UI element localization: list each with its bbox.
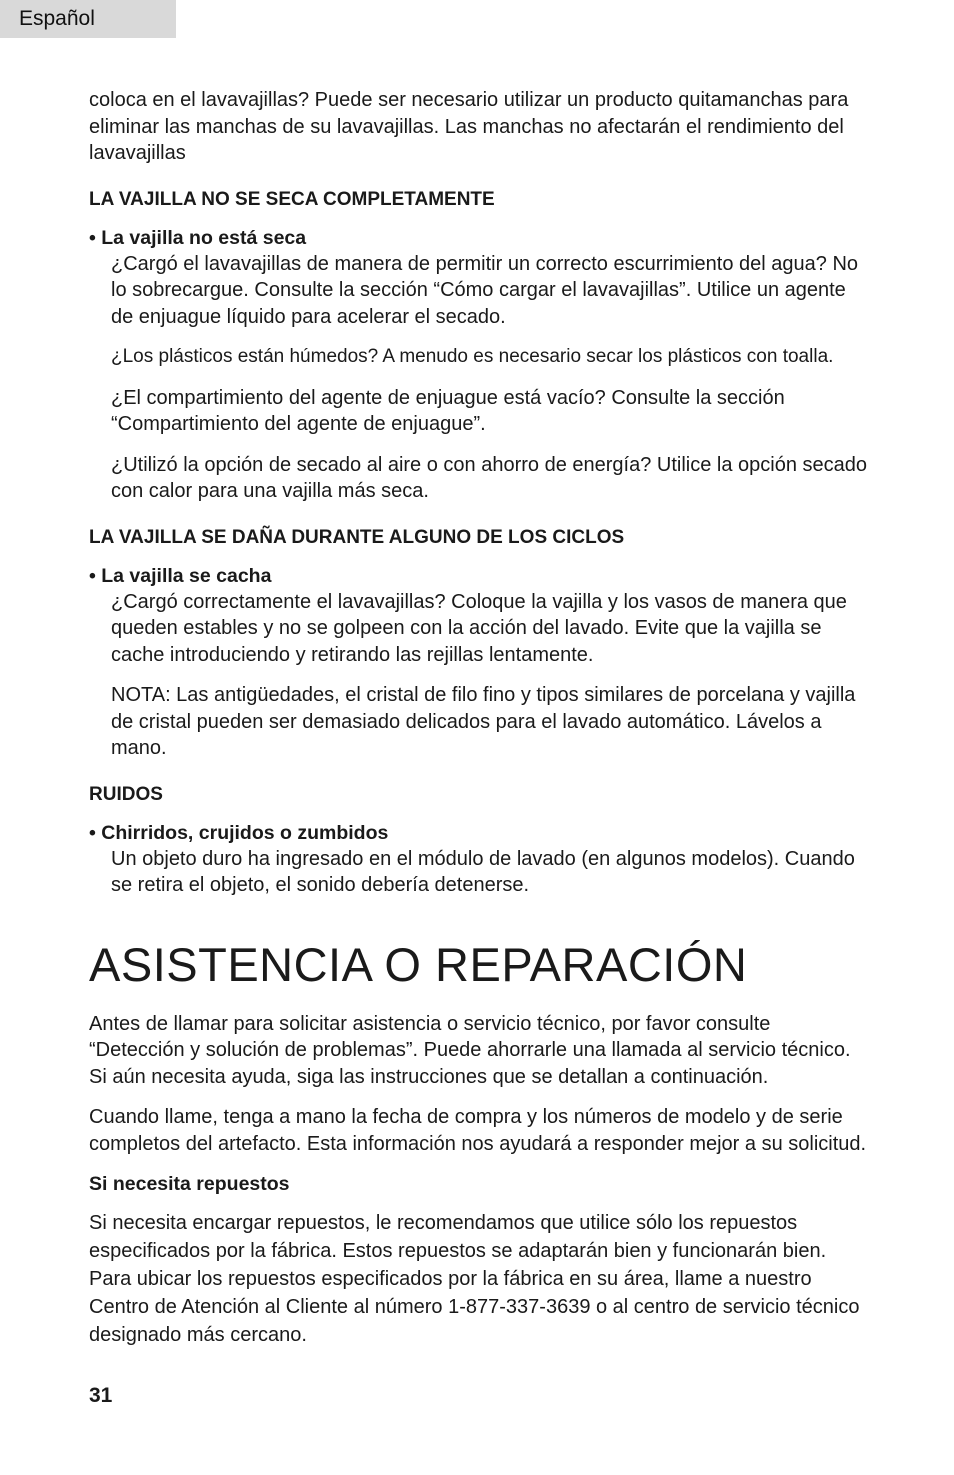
dry-paragraph-1: ¿Cargó el lavavajillas de manera de permitir un correcto escurrimiento del agua? No lo sobrecargue. Consulte la sección “Cómo cargar el lavavajillas”. Utilice un agente de enjuague líquido para acelerar el secado. (111, 252, 859, 328)
dry-paragraph-4: ¿Utilizó la opción de secado al aire o con ahorro de energía? Utilice la opción secado con calor para una vajilla más seca. (111, 453, 868, 502)
assistance-title: ASISTENCIA O REPARACIÓN (89, 937, 748, 991)
intro-continuation: coloca en el lavavajillas? Puede ser necesario utilizar un producto quitamanchas para eliminar las manchas de su lavavajillas. Las manchas no afectarán el rendimiento del lavavajillas (89, 89, 849, 164)
parts-subheading: Si necesita repuestos (89, 1173, 290, 1195)
dry-paragraph-2: ¿Los plásticos están húmedos? A menudo es necesario secar los plásticos con toalla. (111, 346, 834, 367)
dry-paragraph-3: ¿El compartimiento del agente de enjuague está vacío? Consulte la sección “Compartimiento del agente de enjuague”. (111, 386, 785, 435)
parts-paragraph: Si necesita encargar repuestos, le recomendamos que utilice sólo los repuestos especificados por la fábrica. Estos repuestos se adaptarán bien y funcionarán bien. Para ubicar los repuestos especificados por la fábrica en su área, llame a nuestro Centro de Atención al Cliente al número 1-877-337-3639 o al centro de servicio técnico designado más cercano. (89, 1212, 860, 1346)
bullet-dishes-not-dry: • La vajilla no está seca (89, 226, 307, 249)
language-tab: Español (0, 0, 176, 38)
assistance-paragraph-2: Cuando llame, tenga a mano la fecha de compra y los números de modelo y de serie completos del artefacto. Esta información nos ayudará a responder mejor a su solicitud. (89, 1106, 867, 1155)
damage-paragraph-1: ¿Cargó correctamente el lavavajillas? Coloque la vajilla y los vasos de manera que queden estables y no se golpeen con la acción del lavado. Evite que la vajilla se cache introduciendo y retirando las rejillas lentamente. (111, 590, 847, 666)
damage-paragraph-2: NOTA: Las antigüedades, el cristal de filo fino y tipos similares de porcelana y vajilla de cristal pueden ser demasiado delicados para el lavado automático. Lávelos a mano. (111, 684, 856, 759)
section-heading-damage: LA VAJILLA SE DAÑA DURANTE ALGUNO DE LOS CICLOS (89, 526, 625, 548)
noise-paragraph: Un objeto duro ha ingresado en el módulo de lavado (en algunos modelos). Cuando se retira el objeto, el sonido debería detenerse. (111, 847, 855, 896)
section-heading-dry: LA VAJILLA NO SE SECA COMPLETAMENTE (89, 188, 495, 210)
bullet-noise: • Chirridos, crujidos o zumbidos (89, 821, 389, 844)
bullet-dishes-chip: • La vajilla se cacha (89, 564, 272, 587)
section-heading-noise: RUIDOS (89, 783, 163, 805)
assistance-paragraph-1: Antes de llamar para solicitar asistencia o servicio técnico, por favor consulte “Detección y solución de problemas”. Puede ahorrarle una llamada al servicio técnico. Si aún necesita ayuda, siga las instrucciones que se detallan a continuación. (89, 1012, 851, 1088)
page-number: 31 (89, 1384, 113, 1407)
page-content (89, 87, 869, 1349)
